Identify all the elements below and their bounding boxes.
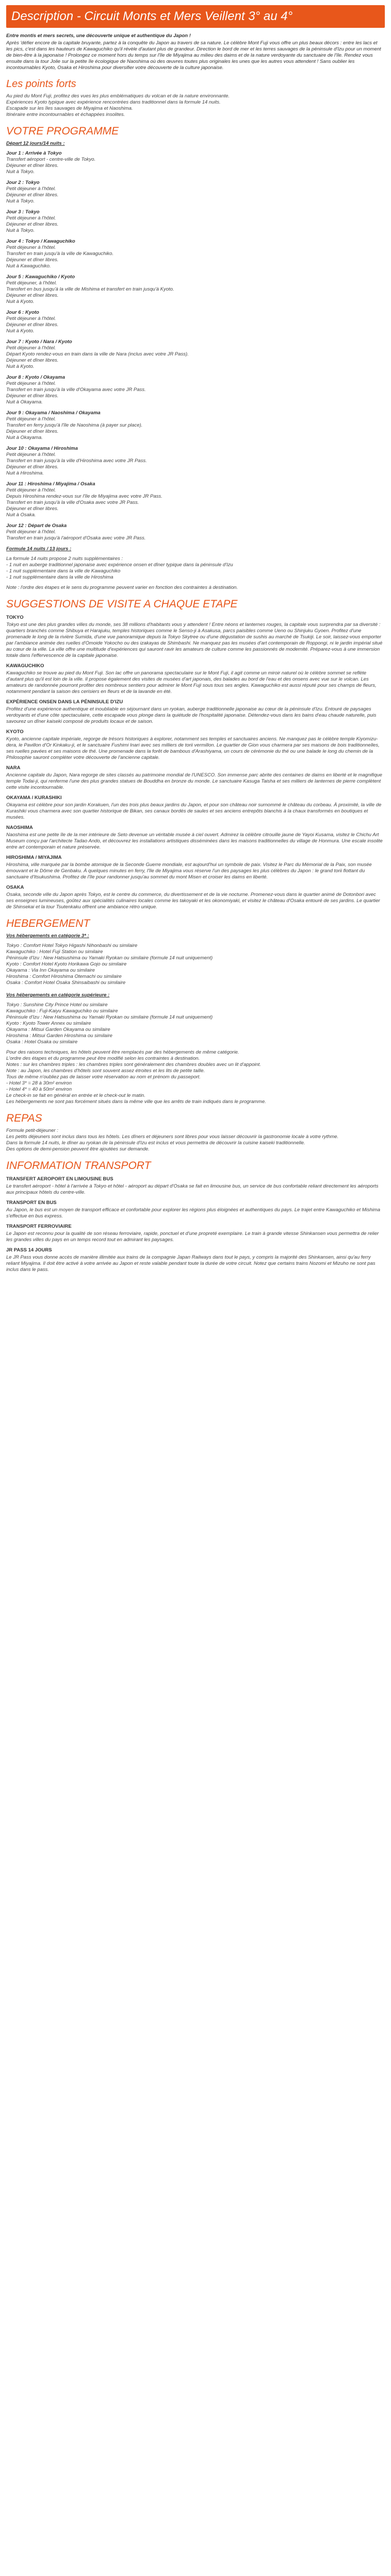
transport-heading: TRANSFERT AEROPORT EN LIMOUSINE BUS: [6, 1176, 113, 1182]
programme-day: [6, 410, 385, 441]
day-line: Transfert en bus jusqu'à la ville de Mishima et transfert en train jusqu'à Kyoto.: [6, 286, 174, 292]
day-title: Jour 9 : Okayama / Naoshima / Okayama: [6, 410, 101, 416]
intro: [6, 33, 385, 71]
point-fort: Au pied du Mont Fuji, profitez des vues les plus emblématiques du volcan et de la nature environnante.: [6, 93, 230, 99]
day-line: Transfert en train jusqu'à la ville d'Osaka avec votre JR Pass.: [6, 500, 139, 505]
formule-title: Formule 14 nuits / 13 jours :: [6, 546, 72, 552]
transport-text: Le Japon est reconnu pour la qualité de son réseau ferroviaire, rapide, ponctuel et d'une propreté exemplaire. Le train à grande vitesse Shinkansen vous permettra de relier les grandes villes du pays en un temps record tout en admirant les paysages.: [6, 1231, 379, 1243]
hebergement-cat4-list: [6, 1002, 385, 1045]
point-fort: Escapade sur les îles sauvages de Miyajima et Naoshima.: [6, 106, 133, 111]
hotel-line: Péninsule d'Izu : New Hatsushima ou Yamaki Ryokan ou similaire (formule 14 nuit uniquement): [6, 955, 213, 961]
suggestion-text: Hiroshima, ville marquée par la bombe atomique de la Seconde Guerre mondiale, est aujourd'hui un symbole de paix. Visitez le Parc du Mémorial de la Paix, son musée émouvant et le Dôme de Genbaku. À quelques minutes en ferry, l'île de Miyajima vous réserve l'un des paysages les plus célèbres du Japon : le grand torii flottant du sanctuaire d'Itsukushima. Profitez de l'île pour randonner jusqu'au sommet du mont Misen et croiser les daims en liberté.: [6, 862, 372, 880]
hebergement-note: Le check-in se fait en général en entrée et le check-out le matin.: [6, 1093, 145, 1098]
suggestion-text: Naoshima est une petite île de la mer intérieure de Seto devenue un véritable musée à ciel ouvert. Admirez la célèbre citrouille jaune de Yayoi Kusama, visitez le Chichu Art Museum conçu par l'architecte Tadao Ando, et découvrez les installations artistiques disséminées dans les maisons traditionnelles du village de Honmura. Une escale insolite entre art contemporain et nature préservée.: [6, 832, 383, 850]
hebergement-cat4-title: Vos hébergements en catégorie supérieure :: [6, 992, 110, 998]
programme-note: Note : l'ordre des étapes et le sens du programme peuvent varier en fonction des contraintes à destination.: [6, 585, 238, 590]
suggestion-text: Tokyo est une des plus grandes villes du monde, ses 38 millions d'habitants vous y attendent ! Entre néons et lanternes rouges, la capitale vous surprendra par sa diversité : quartiers branchés comme Shibuya et Harajuku, temples historiques comme le Senso-ji à Asakusa, parcs paisibles comme Ueno ou Shinjuku Gyoen. Profitez d'une promenade le long de la rivière Sumida, d'une vue panoramique depuis la Tokyo Skytree ou d'une dégustation de sushis au marché de Tsukiji. Le soir, laissez-vous emporter par l'ambiance animée des ruelles d'Omoide Yokocho ou des izakayas de Shimbashi. Ne manquez pas les musées d'art contemporain de Roppongi, ni le jardin impérial situé au cœur de la ville. La ville offre une multitude d'expériences qui sauront ravir les amateurs de culture comme les passionnés de modernité. Préparez-vous à une immersion totale dans l'effervescence de la capitale japonaise.: [6, 622, 383, 658]
programme-day: [6, 274, 385, 305]
intro-lead: Entre montis et mers secrets, une découverte unique et authentique du Japon !: [6, 33, 191, 39]
programme-day: [6, 481, 385, 518]
hebergement-notes: [6, 1049, 385, 1105]
day-title: Jour 1 : Arrivée à Tokyo: [6, 150, 62, 156]
programme-title: VOTRE PROGRAMME: [6, 125, 119, 137]
hebergement-note: Les hébergements ne sont pas forcément situés dans la même ville que les arrêts de train indiqués dans le programme.: [6, 1099, 266, 1105]
title-banner: Description - Circuit Monts et Mers Veillent 3° au 4°: [6, 5, 385, 28]
document-page: [0, 0, 391, 1285]
point-fort: Expériences Kyoto typique avec expérience rencontrées dans traditionnel dans la formule 14 nuits.: [6, 99, 221, 105]
hotel-line: Kyoto : Comfort Hotel Kyoto Horikawa Gojo ou similaire: [6, 961, 127, 967]
suggestion-heading: NARA: [6, 765, 21, 771]
programme-day: [6, 375, 385, 405]
hotel-line: Okayama : Mitsui Garden Okayama ou similaire: [6, 1027, 110, 1032]
suggestion-heading: EXPÉRIENCE ONSEN DANS LA PÉNINSULE D'IZU: [6, 699, 123, 705]
programme-day: [6, 180, 385, 205]
day-line: Nuit à Tokyo.: [6, 228, 35, 233]
transport-text: Le transfert aéroport - hôtel à l'arrivée à Tokyo et hôtel - aéroport au départ d'Osaka se fait en limousine bus, un service de bus confortable reliant directement les aéroports aux principaux hôtels du centre-ville.: [6, 1183, 379, 1195]
programme-day: [6, 446, 385, 477]
formule-line: La formule 14 nuits propose 2 nuits supplémentaires :: [6, 556, 123, 562]
day-line: Petit déjeuner à l'hôtel.: [6, 345, 56, 351]
hotel-line: Kawaguchiko : Hotel Fuji Station ou similaire: [6, 949, 103, 955]
hebergement-note: L'ordre des étapes et du programme peut être modifié selon les contraintes à destination.: [6, 1056, 200, 1061]
hebergement-note: - Hotel 4* = 40 à 50m² environ: [6, 1087, 72, 1092]
repas-line: Les petits déjeuners sont inclus dans tous les hôtels. Les dîners et déjeuners sont libres pour vous laisser découvrir la gastronomie locale à votre rythme.: [6, 1134, 339, 1140]
day-title: Jour 10 : Okayama / Hiroshima: [6, 446, 78, 451]
suggestion-heading: OSAKA: [6, 885, 24, 890]
hotel-line: Hiroshima : Comfort Hiroshima Otemachi ou similaire: [6, 974, 122, 979]
day-line: Petit déjeuner à l'hôtel.: [6, 487, 56, 493]
day-line: Déjeuner et dîner libres.: [6, 163, 59, 168]
day-line: Départ Kyoto rendez-vous en train dans la ville de Nara (inclus avec votre JR Pass).: [6, 351, 189, 357]
day-line: Transfert en ferry jusqu'à l'île de Naoshima (à payer sur place).: [6, 422, 143, 428]
hebergement-note: Pour des raisons techniques, les hôtels peuvent être remplacés par des hébergements de même catégorie.: [6, 1049, 239, 1055]
formule-line: - 1 nuit supplémentaire dans la ville de Kawaguchiko: [6, 568, 121, 574]
hotel-line: Osaka : Hotel Osaka ou similaire: [6, 1039, 78, 1045]
programme-day: [6, 310, 385, 334]
points-forts-title: Les points forts: [6, 78, 76, 90]
suggestion-heading: NAOSHIMA: [6, 825, 33, 831]
day-line: Petit déjeuner à l'hôtel.: [6, 215, 56, 221]
day-line: Déjeuner et dîner libres.: [6, 293, 59, 298]
day-title: Jour 11 : Hiroshima / Miyajima / Osaka: [6, 481, 95, 487]
programme-day: [6, 239, 385, 269]
suggestion-heading: KAWAGUCHIKO: [6, 663, 44, 669]
hotel-line: Kawaguchiko : Fuji-Kaiyu Kawaguchiko ou similaire: [6, 1008, 118, 1014]
day-line: Transfert en train jusqu'à la ville d'Hiroshima avec votre JR Pass.: [6, 458, 147, 464]
intro-text: Après 'défier encore de la capitale bruyante, partez à la conquête du Japon au travers de sa nature. Le célèbre Mont Fuji vous offre un plus beaux décors : entre les lacs et les pics, c'est dans les hauteurs de Kawaguchiko qu'il révèle d'autant plus de grandeur. Direction le bord de mer et les terres sauvages de la péninsule d'Izu pour un moment de bien-être à la japonaise ! Prolongez ce moment hors du temps sur l'île de Miyajima au milieu des daims et de la nature verdoyante du sanctuaire de l'île. Rendez vous ensuite dans la tour Jolie sur la petite île écologique de Naoshima où des œuvres toutes plus originales les unes que les autres vous attendent ! Sans oublier les incontournables Kyoto, Osaka et Hiroshima pour diversifier votre découverte de la culture japonaise.: [6, 40, 381, 71]
day-line: Nuit à Tokyo.: [6, 169, 35, 175]
suggestion-heading: OKAYAMA / KURASHIKI: [6, 795, 62, 801]
transport-text: Au Japon, le bus est un moyen de transport efficace et confortable pour explorer les régions plus éloignées et authentiques du pays. Le trajet entre Kawaguchiko et Mishima s'effectue en bus express.: [6, 1207, 381, 1219]
programme-day: [6, 523, 385, 541]
suggestion-text: Osaka, seconde ville du Japon après Tokyo, est le centre du commerce, du divertissement et de la vie nocturne. Promenez-vous dans le quartier animé de Dotonbori avec ses enseignes lumineuses, goûtez aux spécialités culinaires locales comme les takoyaki et les okonomiyaki, et visitez le château d'Osaka entouré de ses jardins. Le quartier de Shinsekai et la tour Tsutenkaku offrent une ambiance rétro unique.: [6, 892, 380, 910]
day-title: Jour 5 : Kawaguchiko / Kyoto: [6, 274, 75, 280]
suggestion-text: Okayama est célèbre pour son jardin Korakuen, l'un des trois plus beaux jardins du Japon, et pour son château noir surnommé le château du corbeau. À proximité, la ville de Kurashiki vous charmera avec son quartier historique de Bikan, ses canaux bordés de saules et ses anciens entrepôts blanchis à la chaux transformés en boutiques et musées.: [6, 802, 382, 820]
day-line: Déjeuner et dîner libres.: [6, 257, 59, 263]
suggestion-heading: KYOTO: [6, 729, 24, 735]
formule-lines: [6, 556, 385, 581]
transport-heading: TRANSPORT EN BUS: [6, 1200, 57, 1206]
day-line: Nuit à Kawaguchiko.: [6, 263, 51, 269]
suggestion-heading: TOKYO: [6, 615, 24, 620]
hotel-line: Okayama : Via Inn Okayama ou similaire: [6, 968, 95, 973]
day-title: Jour 4 : Tokyo / Kawaguchiko: [6, 239, 75, 244]
points-forts-list: [6, 93, 385, 118]
day-line: Déjeuner et dîner libres.: [6, 429, 59, 434]
day-line: Petit déjeuner à l'hôtel.: [6, 529, 56, 535]
day-line: Depuis Hiroshima rendez-vous sur l'île de Miyajima avec votre JR Pass.: [6, 494, 162, 499]
day-line: Déjeuner et dîner libres.: [6, 393, 59, 399]
hotel-line: Péninsule d'Izu : New Hatsushima ou Yamaki Ryokan ou similaire (formule 14 nuit uniquement): [6, 1014, 213, 1020]
day-line: Nuit à Tokyo.: [6, 198, 35, 204]
suggestion-text: Profitez d'une expérience authentique et inoubliable en séjournant dans un ryokan, auberge traditionnelle japonaise au cœur de la péninsule d'Izu. Entouré de paysages verdoyants et d'une côte spectaculaire, cette escapade vous plonge dans la quiétude de l'hospitalité japonaise. Détendez-vous dans les bains d'eau chaude naturelle, puis savourez un dîner kaiseki composé de produits locaux et de saison.: [6, 706, 377, 724]
suggestion-text: Ancienne capitale du Japon, Nara regorge de sites classés au patrimoine mondial de l'UNESCO. Son immense parc abrite des centaines de daims en liberté et le magnifique temple Todai-ji, qui renferme l'une des plus grandes statues de Bouddha en bronze du monde. Le sanctuaire Kasuga Taisha et ses milliers de lanternes de pierre complètent cette visite incontournable.: [6, 772, 382, 790]
repas-line: Formule petit-déjeuner :: [6, 1128, 58, 1133]
programme-day: [6, 150, 385, 175]
day-line: Déjeuner et dîner libres.: [6, 192, 59, 198]
suggestion-text: Kawaguchiko se trouve au pied du Mont Fuji. Son lac offre un panorama spectaculaire sur le Mont Fuji, il agit comme un miroir naturel où le célèbre sommet se reflète d'autant plus qu'il est loin de la ville. Il propose également des visites de musées d'art japonais, des balades au bord de l'eau et des onsens avec vue sur le volcan. Les amateurs de randonnée pourront profiter des nombreux sentiers pour admirer le Mont Fuji sous tous ses angles. Kawaguchiko est aussi réputé pour ses champs de fleurs, notamment pendant la saison des cerisiers en fleurs et de la lavande en été.: [6, 670, 377, 694]
day-line: Nuit à Hiroshima.: [6, 470, 44, 476]
day-line: Déjeuner et dîner libres.: [6, 222, 59, 227]
day-line: Transfert en train jusqu'à la ville d'Okayama avec votre JR Pass.: [6, 387, 146, 393]
hebergement-cat3-list: [6, 943, 385, 986]
day-line: Petit déjeuner à l'hôtel.: [6, 316, 56, 321]
day-line: Déjeuner et dîner libres.: [6, 358, 59, 363]
day-title: Jour 2 : Tokyo: [6, 180, 40, 185]
day-title: Jour 8 : Kyoto / Okayama: [6, 375, 66, 380]
repas-title: REPAS: [6, 1112, 42, 1124]
day-line: Déjeuner et dîner libres.: [6, 322, 59, 328]
programme-day: [6, 339, 385, 370]
transport-list: [6, 1176, 385, 1273]
hebergement-title: HEBERGEMENT: [6, 918, 90, 929]
day-line: Transfert en train jusqu'à l'aéroport d'Osaka avec votre JR Pass.: [6, 535, 146, 541]
day-line: Nuit à Okayama.: [6, 435, 43, 440]
suggestions-title: SUGGESTIONS DE VISITE A CHAQUE ETAPE: [6, 598, 238, 610]
day-title: Jour 12 : Départ de Osaka: [6, 523, 67, 529]
hebergement-note: Note : au Japon, les chambres d'hôtels sont souvent assez étroites et les lits de petite taille.: [6, 1068, 205, 1074]
day-line: Transfert en train jusqu'à la ville de Kawaguchiko.: [6, 251, 114, 257]
day-line: Petit déjeuner à l'hôtel.: [6, 381, 56, 386]
programme-days: [6, 150, 385, 541]
point-fort: Itinéraire entre incontournables et échappées insolites.: [6, 112, 125, 117]
day-line: Petit déjeuner à l'hôtel.: [6, 416, 56, 422]
day-line: Nuit à Okayama.: [6, 399, 43, 405]
transport-title: INFORMATION TRANSPORT: [6, 1160, 151, 1172]
day-line: Nuit à Kyoto.: [6, 328, 35, 334]
day-line: Petit déjeuner, à l'hôtel.: [6, 280, 57, 286]
hotel-line: Tokyo : Sunshine City Prince Hotel ou similaire: [6, 1002, 108, 1008]
day-title: Jour 6 : Kyoto: [6, 310, 39, 315]
hotel-line: Hiroshima : Mitsui Garden Hiroshima ou similaire: [6, 1033, 112, 1039]
day-line: Déjeuner et dîner libres.: [6, 464, 59, 470]
hotel-line: Tokyo : Comfort Hotel Tokyo Higashi Nihonbashi ou similaire: [6, 943, 138, 948]
transport-text: Le JR Pass vous donne accès de manière illimitée aux trains de la compagnie Japan Railways dans tout le pays, y compris la majorité des Shinkansen, ainsi qu'au ferry reliant Miyajima. Il doit être activé à votre arrivée au Japon et reste valable pendant toute la durée de votre circuit. Notez que certains trains Nozomi et Mizuho ne sont pas inclus dans le pass.: [6, 1255, 376, 1273]
hebergement-cat3-title: Vos hébergements en catégorie 3* :: [6, 933, 89, 939]
suggestion-text: Kyoto, ancienne capitale impériale, regorge de trésors historiques à explorer, notamment ses temples et sanctuaires anciens. Ne manquez pas le célèbre temple Kiyomizu-dera, le Pavillon d'Or Kinkaku-ji, et le sanctuaire Fushimi Inari avec ses milliers de torii vermillon. Le quartier de Gion vous charmera par ses maisons de bois traditionnelles, ses ruelles pavées et ses maisons de thé. Une promenade dans la forêt de bambous d'Arashiyama, un cours de cérémonie du thé ou une balade le long du chemin de la Philosophie sauront compléter votre découverte de l'ancienne capitale.: [6, 736, 380, 760]
day-line: Déjeuner et dîner libres.: [6, 506, 59, 512]
day-line: Nuit à Kyoto.: [6, 364, 35, 369]
transport-heading: TRANSPORT FERROVIAIRE: [6, 1224, 72, 1229]
formule-line: - 1 nuit en auberge traditionnel japonaise avec expérience onsen et dîner typique dans la péninsule d'Izu: [6, 562, 233, 568]
hebergement-note: - Hotel 3* = 28 à 30m² environ: [6, 1080, 72, 1086]
day-line: Nuit à Kyoto.: [6, 299, 35, 304]
transport-heading: JR PASS 14 JOURS: [6, 1247, 52, 1253]
repas-line: Dans la formule 14 nuits, le dîner au ryokan de la péninsule d'Izu est inclus et vous permettra de découvrir la cuisine kaiseki traditionnelle.: [6, 1140, 305, 1146]
programme-dates: Départ 12 jours/14 nuits :: [6, 141, 65, 146]
day-line: Petit déjeuner à l'hôtel.: [6, 245, 56, 250]
hotel-line: Kyoto : Kyoto Tower Annex ou similaire: [6, 1021, 91, 1026]
day-line: Petit déjeuner à l'hôtel.: [6, 452, 56, 457]
day-line: Transfert aéroport - centre-ville de Tokyo.: [6, 157, 96, 162]
suggestions-list: [6, 615, 385, 910]
day-title: Jour 7 : Kyoto / Nara / Kyoto: [6, 339, 72, 345]
programme-day: [6, 209, 385, 234]
hebergement-note: Notes : sur les chambres triples : les chambres triples sont généralement des chambres doubles avec un lit d'appoint.: [6, 1062, 261, 1067]
day-line: Petit déjeuner à l'hôtel.: [6, 186, 56, 192]
hebergement-note: Tous de même n'oubliez pas de laisser votre réservation au nom et prénom du passeport.: [6, 1074, 201, 1080]
day-title: Jour 3 : Tokyo: [6, 209, 40, 215]
hotel-line: Osaka : Comfort Hotel Osaka Shinsaibashi ou similaire: [6, 980, 126, 986]
day-line: Nuit à Osaka.: [6, 512, 36, 518]
repas-lines: [6, 1128, 385, 1153]
suggestion-heading: HIROSHIMA / MIYAJIMA: [6, 855, 62, 860]
repas-line: Des options de demi-pension peuvent être ajoutées sur demande.: [6, 1146, 150, 1152]
formule-line: - 1 nuit supplémentaire dans la ville de Hiroshima: [6, 574, 113, 580]
